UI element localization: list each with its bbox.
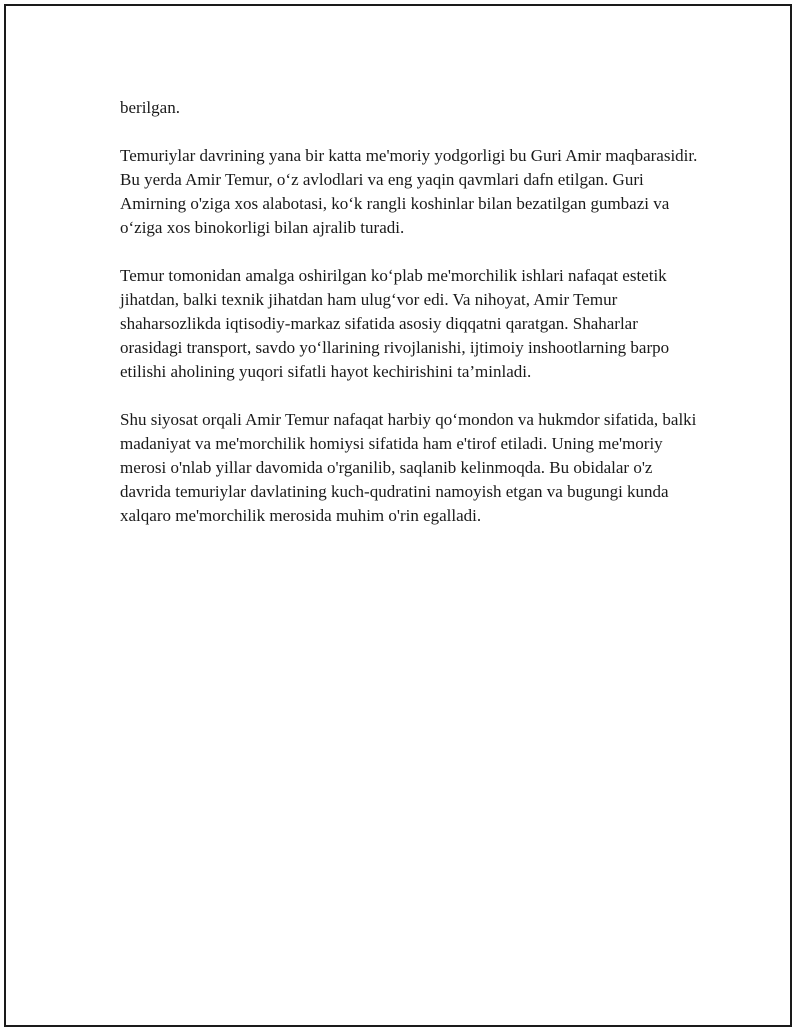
paragraph-guri-amir: Temuriylar davrining yana bir katta me'moriy yodgorligi bu Guri Amir maqbarasidir. Bu yerda Amir Temur, o‘z avlodlari va eng yaqin qavmlari dafn etilgan. Guri Amirning o'ziga xos alabotasi, ko‘k rangli koshinlar bilan bezatilgan gumbazi va o‘ziga xos binokorligi bilan ajralib turadi. <box>120 146 698 237</box>
paragraph-legacy: Shu siyosat orqali Amir Temur nafaqat harbiy qo‘mondon va hukmdor sifatida, balki madaniyat va me'morchilik homiysi sifatida ham e'tirof etiladi. Uning me'moriy merosi o'nlab yillar davomida o'rganilib, saqlanib kelinmoqda. Bu obidalar o'z davrida temuriylar davlatining kuch-qudratini namoyish etgan va bugungi kunda xalqaro me'morchilik merosida muhim o'rin egalladi. <box>120 410 697 525</box>
paragraph-continuation: berilgan. <box>120 98 180 117</box>
paragraph-architecture-urbanism: Temur tomonidan amalga oshirilgan ko‘plab me'morchilik ishlari nafaqat estetik jihatdan, balki texnik jihatdan ham ulug‘vor edi. Va nihoyat, Amir Temur shaharsozlikda iqtisodiy-markaz sifatida asosiy diqqatni qaratgan. Shaharlar orasidagi transport, savdo yo‘llarining rivojlanishi, ijtimoiy inshootlarning barpo etilishi aholining yuqori sifatli hayot kechirishini ta’minladi. <box>120 266 670 381</box>
page-frame <box>4 4 792 1027</box>
document-body <box>120 96 700 552</box>
